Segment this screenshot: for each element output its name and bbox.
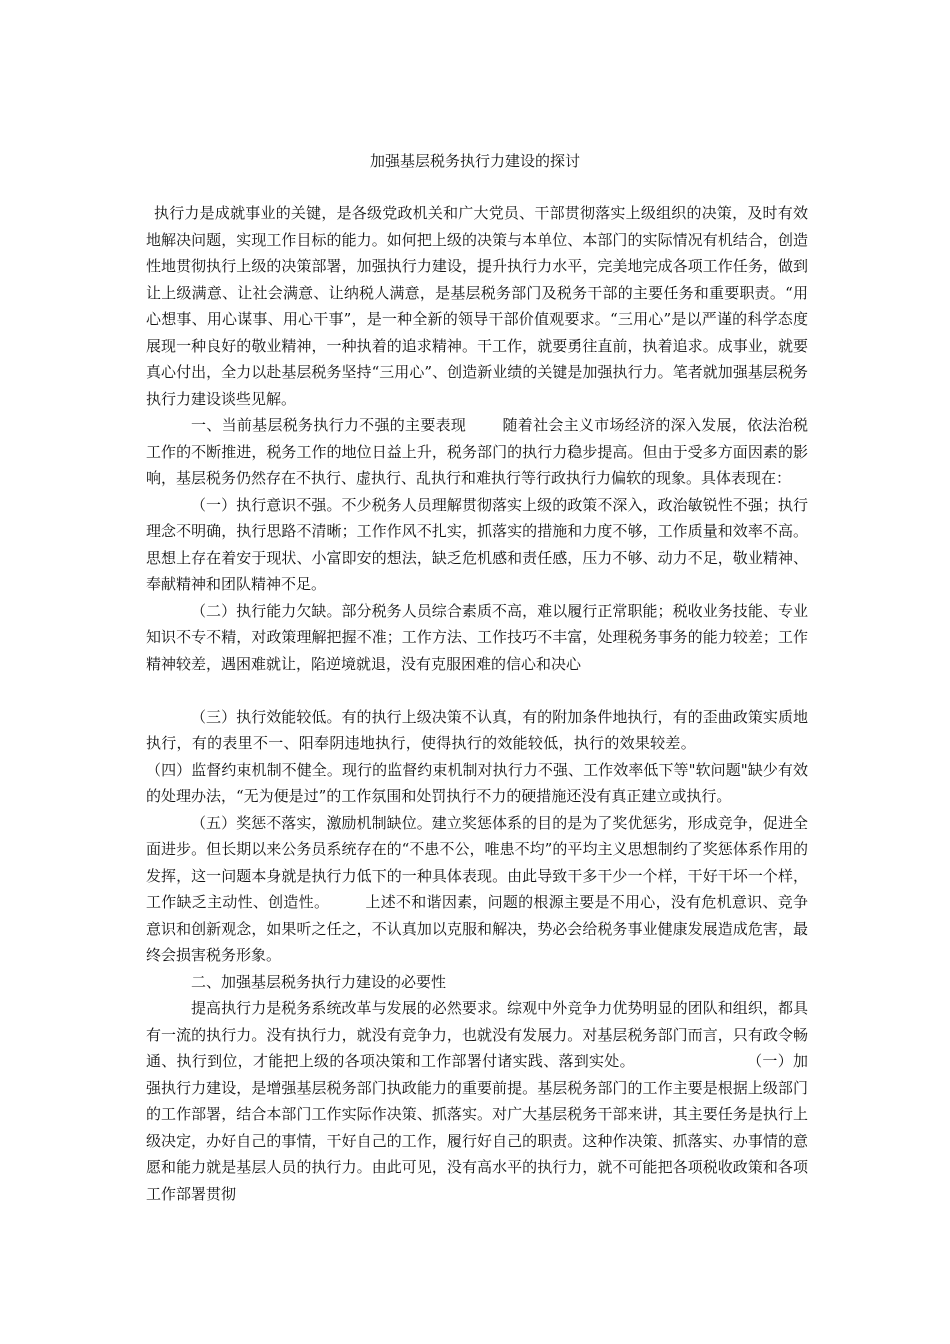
paragraph-section-1: [146, 412, 808, 492]
section-2-item-1-heading: （一）加强执行力建设，是增强基层税务部门执政能力的重要前提。: [146, 1052, 808, 1097]
section-1-heading: 一、当前基层税务执行力不强的主要表现: [191, 416, 467, 434]
blank-line: [146, 677, 808, 704]
paragraph-intro: 执行力是成就事业的关键，是各级党政机关和广大党员、干部贯彻落实上级组织的决策，及时有效地解决问题，实现工作目标的能力。如何把上级的决策与本单位、本部门的实际情况有机结合，创造性地贯彻执行上级的决策部署，加强执行力建设，提升执行力水平，完美地完成各项工作任务，做到让上级满意、让社会满意、让纳税人满意，是基层税务部门及税务干部的主要任务和重要职责。“用心想事、用心谋事、用心干事”，是一种全新的领导干部价值观要求。“三用心”是以严谨的科学态度展现一种良好的敬业精神，一种执着的追求精神。干工作，就要勇往直前，执着追求。成事业，就要真心付出，全力以赴基层税务坚持“三用心”、创造新业绩的关键是加强执行力。笔者就加强基层税务执行力建设谈些见解。: [146, 204, 808, 408]
section-1-text: 随着社会主义市场经济的深入发展，依法治税工作的不断推进，税务工作的地位日益上升，税务部门的执行力稳步提高。但由于受多方面因素的影响，基层税务仍然存在不执行、虚执行、乱执行和难执行等行政执行力偏软的现象。具体表现在：: [146, 416, 808, 487]
paragraph-item-3-4: [146, 704, 808, 810]
paragraph-section-2: [146, 995, 808, 1207]
section-2-heading: 二、加强基层税务执行力建设的必要性: [191, 972, 447, 991]
section-2-item-1-text: 基层税务部门的工作主要是根据上级部门的工作部署，结合本部门工作实际作决策、抓落实。对广大基层税务干部来讲，其主要任务是执行上级决定，办好自己的事情，干好自己的工作，履行好自己的职责。这种作决策、抓落实、办事情的意愿和能力就是基层人员的执行力。由此可见，没有高水平的执行力，就不可能把各项税收政策和各项工作部署贯彻: [146, 1078, 808, 1203]
paragraph-item-2: （二）执行能力欠缺。部分税务人员综合素质不高，难以履行正常职能；税收业务技能、专业知识不专不精，对政策理解把握不准；工作方法、工作技巧不丰富，处理税务事务的能力较差；工作精神较差，遇困难就让，陷逆境就退，没有克服困难的信心和决心: [146, 601, 808, 673]
item-5-text: （五）奖惩不落实，激励机制缺位。建立奖惩体系的目的是为了奖优惩劣，形成竞争，促进全面进步。但长期以来公务员系统存在的“不患不公，唯患不均”的平均主义思想制约了奖惩体系作用的发挥，这一问题本身就是执行力低下的一种具体表现。由此导致干多干少一个样，干好干坏一个样，工作缺乏主动性、创造性。: [146, 813, 808, 911]
item-5-summary: 上述不和谐因素，问题的根源主要是不用心，没有危机意识、竞争意识和创新观念，如果听之任之，不认真加以克服和解决，势必会给税务事业健康发展造成危害，最终会损害税务形象。: [146, 893, 808, 964]
item-3-text: （三）执行效能较低。有的执行上级决策不认真，有的附加条件地执行，有的歪曲政策实质地执行，有的表里不一、阳奉阴违地执行，使得执行的效能较低，执行的效果较差。: [146, 707, 808, 752]
item-4-text: （四）监督约束机制不健全。现行的监督约束机制对执行力不强、工作效率低下等"软问题"缺少有效的处理办法，“无为便是过”的工作氛围和处罚执行不力的硬措施还没有真正建立或执行。: [146, 760, 808, 805]
paragraph-item-5: [146, 810, 808, 969]
paragraph-item-1: （一）执行意识不强。不少税务人员理解贯彻落实上级的政策不深入，政治敏锐性不强；执行理念不明确，执行思路不清晰；工作作风不扎实，抓落实的措施和力度不够，工作质量和效率不高。思想上存在着安于现状、小富即安的想法，缺乏危机感和责任感，压力不够、动力不足，敬业精神、奉献精神和团队精神不足。: [146, 495, 808, 593]
document-body: [146, 200, 808, 1207]
document-title: 加强基层税务执行力建设的探讨: [369, 152, 580, 170]
section-2-text: 提高执行力是税务系统改革与发展的必然要求。综观中外竞争力优势明显的团队和组织，都具有一流的执行力。没有执行力，就没有竞争力，也就没有发展力。对基层税务部门而言，只有政令畅通、执行到位，才能把上级的各项决策和工作部署付诸实践、落到实处。: [146, 999, 808, 1070]
